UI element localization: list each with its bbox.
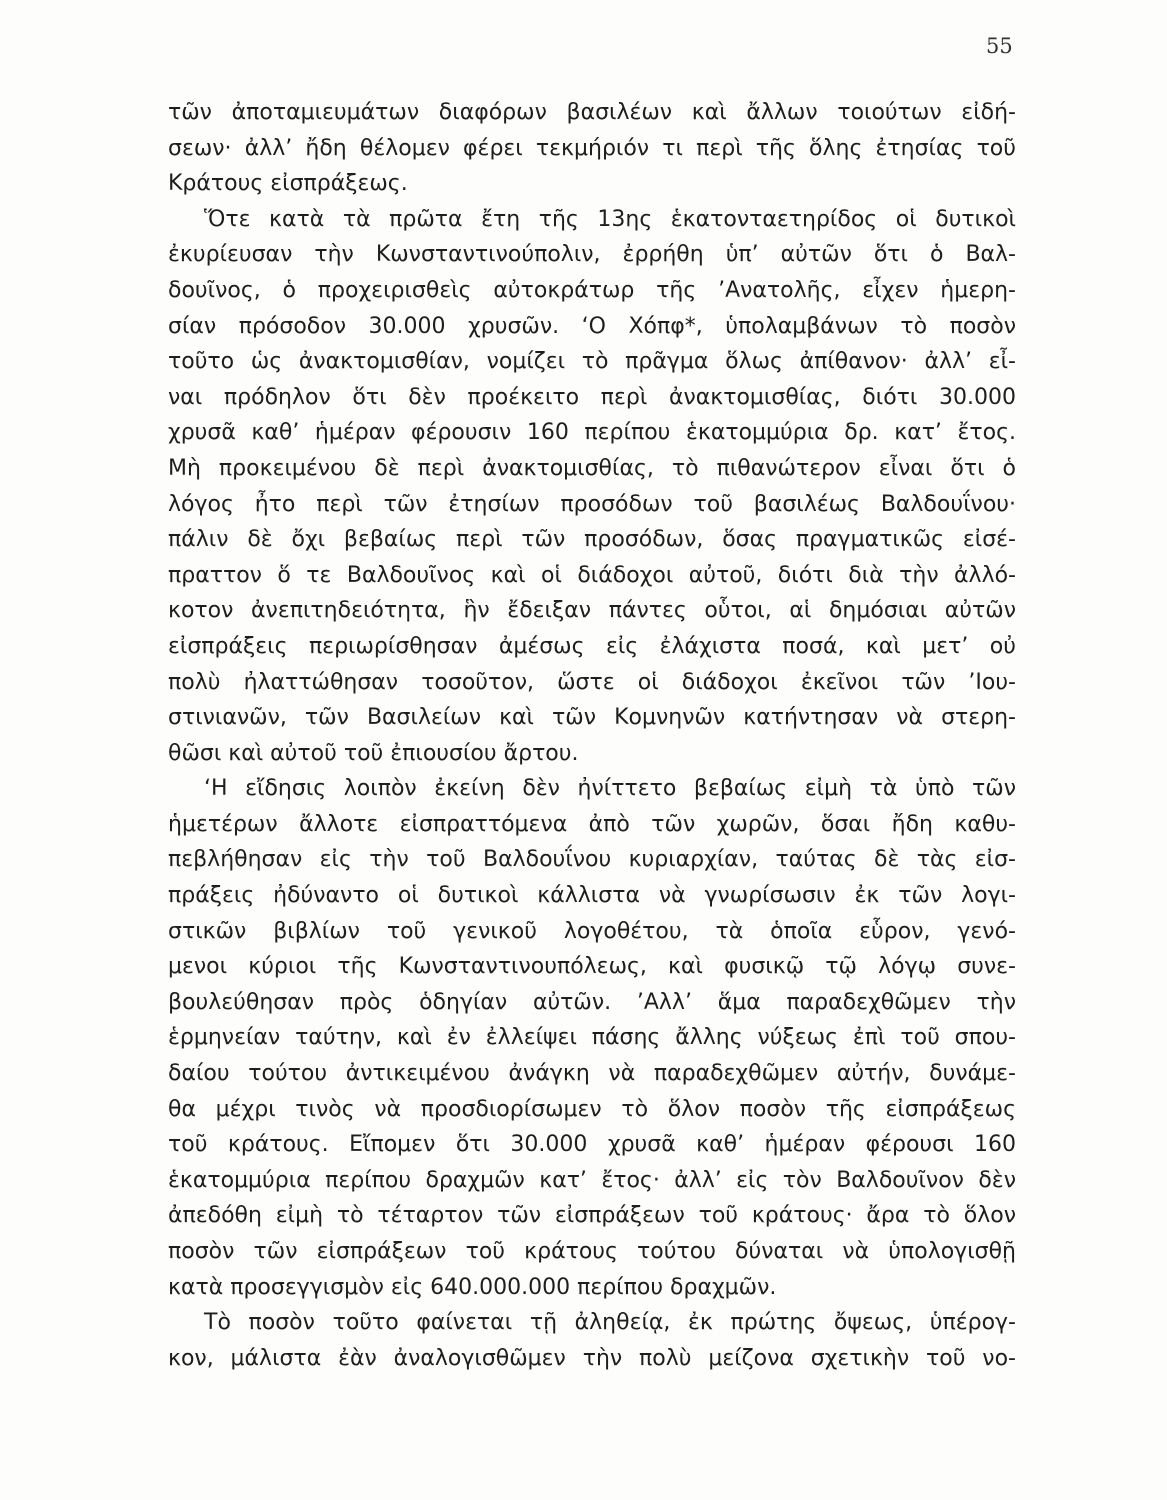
text-line: Κράτους εἰσπράξεως. bbox=[168, 171, 408, 197]
text-line: ‘Η εἴδησις λοιπὸν ἐκείνη δὲν ἠνίττετο βεβαίως εἰμὴ τὰ ὑπὸ τῶν bbox=[204, 776, 1016, 802]
body-text bbox=[168, 95, 1016, 1376]
text-line: δαίου τούτου ἀντικειμένου ἀνάγκη νὰ παραδεχθῶμεν αὐτήν, δυνάμε- bbox=[168, 1061, 1016, 1087]
text-line: ἑκατομμύρια περίπου δραχμῶν κατ’ ἔτος· ἀλλ’ εἰς τὸν Βαλδουῖνον δὲν bbox=[168, 1167, 1016, 1193]
text-line: τοῦ κράτους. Εἴπομεν ὅτι 30.000 χρυσᾶ καθ’ ἡμέραν φέρουσι 160 bbox=[168, 1132, 1016, 1158]
text-line: πράξεις ἠδύναντο οἱ δυτικοὶ κάλλιστα νὰ γνωρίσωσιν ἐκ τῶν λογι- bbox=[168, 883, 1016, 909]
text-line: στικῶν βιβλίων τοῦ γενικοῦ λογοθέτου, τὰ ὁποῖα εὗρον, γενό- bbox=[168, 918, 1016, 944]
text-line: ποσὸν τῶν εἰσπράξεων τοῦ κράτους τούτου δύναται νὰ ὑπολογισθῇ bbox=[168, 1239, 1016, 1264]
text-line: πραττον ὅ τε Βαλδουῖνος καὶ οἱ διάδοχοι αὐτοῦ, διότι διὰ τὴν ἀλλό- bbox=[168, 562, 1016, 588]
text-line: σεων· ἀλλ’ ἤδη θέλομεν φέρει τεκμήριόν τι περὶ τῆς ὅλης ἐτησίας τοῦ bbox=[168, 135, 1016, 161]
text-line: ναι πρόδηλον ὅτι δὲν προέκειτο περὶ ἀνακτομισθίας, διότι 30.000 bbox=[168, 384, 1016, 410]
text-line: δουῖνος, ὁ προχειρισθεὶς αὐτοκράτωρ τῆς ’Ανατολῆς, εἶχεν ἡμερη- bbox=[168, 277, 1016, 303]
paragraph-1 bbox=[168, 95, 1016, 202]
text-line: ἐκυρίευσαν τὴν Κωνσταντινούπολιν, ἐρρήθη ὑπ’ αὐτῶν ὅτι ὁ Βαλ- bbox=[168, 242, 1016, 268]
text-line: τοῦτο ὡς ἀνακτομισθίαν, νομίζει τὸ πρᾶγμα ὅλως ἀπίθανον· ἀλλ’ εἶ- bbox=[168, 349, 1016, 375]
text-line: ἀπεδόθη εἰμὴ τὸ τέταρτον τῶν εἰσπράξεων τοῦ κράτους· ἄρα τὸ ὅλον bbox=[168, 1203, 1016, 1229]
text-line: μενοι κύριοι τῆς Κωνσταντινουπόλεως, καὶ φυσικῷ τῷ λόγῳ συνε- bbox=[168, 954, 1016, 980]
text-line: πολὺ ἠλαττώθησαν τοσοῦτον, ὥστε οἱ διάδοχοι ἐκεῖνοι τῶν ’Ιου- bbox=[168, 669, 1016, 695]
text-line: ἑρμηνείαν ταύτην, καὶ ἐν ἐλλείψει πάσης ἄλλης νύξεως ἐπὶ τοῦ σπου- bbox=[168, 1025, 1016, 1051]
paragraph-3 bbox=[168, 771, 1016, 1305]
text-line: τῶν ἀποταμιευμάτων διαφόρων βασιλέων καὶ ἄλλων τοιούτων εἰδή- bbox=[168, 100, 1016, 125]
text-line: λόγος ἦτο περὶ τῶν ἐτησίων προσόδων τοῦ βασιλέως Βαλδουΐνου· bbox=[168, 491, 1016, 517]
text-line: βουλεύθησαν πρὸς ὁδηγίαν αὐτῶν. ’Αλλ’ ἅμα παραδεχθῶμεν τὴν bbox=[168, 989, 1016, 1015]
text-line: θῶσι καὶ αὐτοῦ τοῦ ἐπιουσίου ἄρτου. bbox=[168, 740, 579, 766]
paragraph-4 bbox=[168, 1305, 1016, 1376]
text-line: κατὰ προσεγγισμὸν εἰς 640.000.000 περίπου δραχμῶν. bbox=[168, 1274, 777, 1300]
text-line: Μὴ προκειμένου δὲ περὶ ἀνακτομισθίας, τὸ πιθανώτερον εἶναι ὅτι ὁ bbox=[168, 455, 1016, 481]
text-line: σίαν πρόσοδον 30.000 χρυσῶν. ‘Ο Χόπφ*, ὑπολαμβάνων τὸ ποσὸν bbox=[168, 313, 1016, 339]
text-line: στινιανῶν, τῶν Βασιλείων καὶ τῶν Κομνηνῶν κατήντησαν νὰ στερη- bbox=[168, 705, 1016, 731]
text-line: Ὅτε κατὰ τὰ πρῶτα ἔτη τῆς 13ης ἑκατονταετηρίδος οἱ δυτικοὶ bbox=[204, 206, 1016, 232]
text-line: κον, μάλιστα ἐὰν ἀναλογισθῶμεν τὴν πολὺ μείζονα σχετικὴν τοῦ νο- bbox=[168, 1345, 1016, 1371]
text-line: θα μέχρι τινὸς νὰ προσδιορίσωμεν τὸ ὅλον ποσὸν τῆς εἰσπράξεως bbox=[168, 1096, 1016, 1122]
paragraph-2 bbox=[168, 202, 1016, 772]
text-line: ἡμετέρων ἄλλοτε εἰσπραττόμενα ἀπὸ τῶν χωρῶν, ὅσαι ἤδη καθυ- bbox=[168, 811, 1016, 837]
page-number: 55 bbox=[986, 34, 1013, 58]
text-line: Τὸ ποσὸν τοῦτο φαίνεται τῇ ἀληθείᾳ, ἐκ πρώτης ὄψεως, ὑπέρογ- bbox=[204, 1310, 1016, 1336]
text-line: πάλιν δὲ ὄχι βεβαίως περὶ τῶν προσόδων, ὅσας πραγματικῶς εἰσέ- bbox=[168, 527, 1016, 553]
text-line: κοτον ἀνεπιτηδειότητα, ἣν ἔδειξαν πάντες οὗτοι, αἱ δημόσιαι αὐτῶν bbox=[168, 598, 1016, 624]
text-line: χρυσᾶ καθ’ ἡμέραν φέρουσιν 160 περίπου ἑκατομμύρια δρ. κατ’ ἔτος. bbox=[168, 420, 1016, 446]
text-line: πεβλήθησαν εἰς τὴν τοῦ Βαλδουΐνου κυριαρχίαν, ταύτας δὲ τὰς εἰσ- bbox=[168, 847, 1016, 873]
text-line: εἰσπράξεις περιωρίσθησαν ἀμέσως εἰς ἐλάχιστα ποσά, καὶ μετ’ οὐ bbox=[168, 633, 1016, 659]
